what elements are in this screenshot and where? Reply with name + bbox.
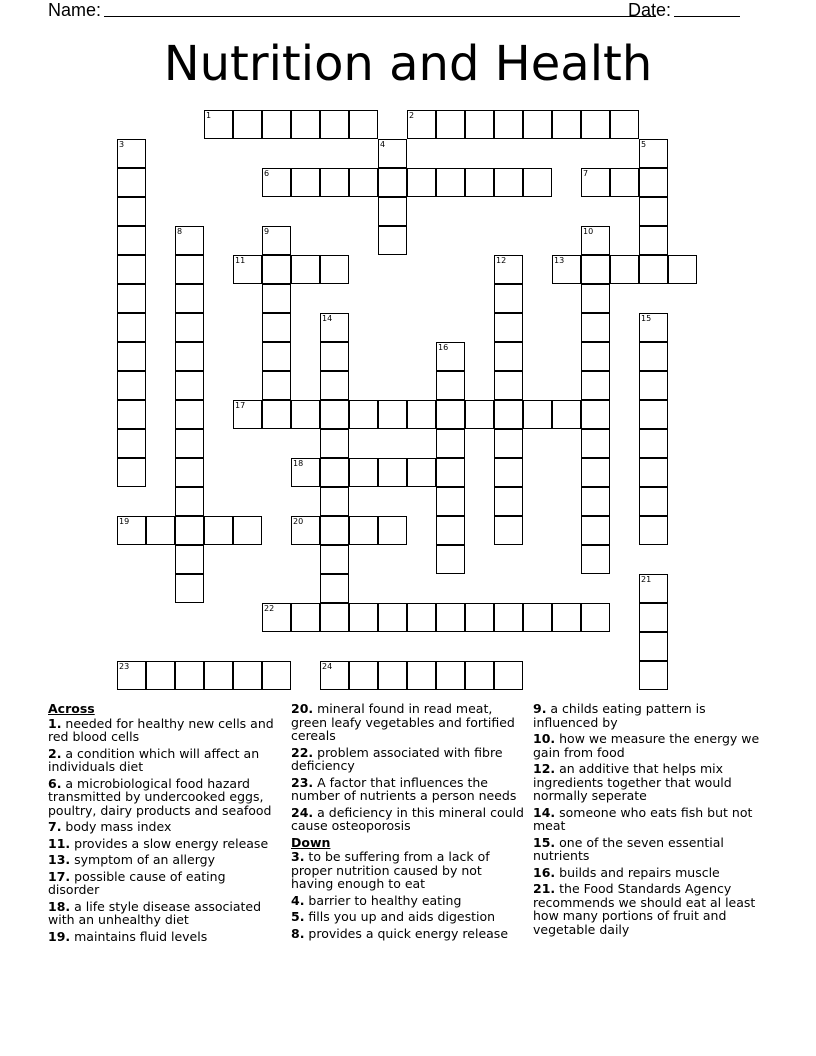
clue-item — [48, 930, 276, 944]
cell-number: 4 — [380, 140, 386, 149]
grid-cell[interactable] — [639, 226, 668, 255]
grid-cell[interactable] — [639, 342, 668, 371]
clue-text: one of the seven essential nutrients — [533, 834, 724, 863]
grid-cell[interactable] — [552, 110, 581, 139]
grid-cell[interactable] — [581, 342, 610, 371]
grid-cell[interactable] — [639, 429, 668, 458]
clue-number: 22. — [291, 744, 314, 760]
grid-cell[interactable] — [262, 661, 291, 690]
grid-cell[interactable] — [378, 458, 407, 487]
grid-cell[interactable] — [581, 110, 610, 139]
grid-cell[interactable] — [320, 574, 349, 603]
clue-number: 5. — [291, 909, 305, 924]
grid-cell[interactable] — [639, 139, 668, 168]
grid-cell[interactable] — [262, 226, 291, 255]
clues-column-3 — [533, 702, 765, 939]
clue-number: 4. — [291, 892, 305, 908]
grid-cell[interactable] — [494, 458, 523, 487]
cell-number: 12 — [496, 256, 507, 265]
grid-cell[interactable] — [465, 603, 494, 632]
grid-cell[interactable] — [320, 603, 349, 632]
grid-cell[interactable] — [349, 661, 378, 690]
grid-cell[interactable] — [639, 168, 668, 197]
clue-item — [533, 702, 765, 729]
clue-item — [48, 900, 276, 927]
clue-item — [533, 806, 765, 833]
grid-cell[interactable] — [320, 487, 349, 516]
clue-text: body mass index — [61, 819, 172, 834]
grid-cell[interactable] — [436, 371, 465, 400]
grid-cell[interactable] — [117, 458, 146, 487]
grid-cell[interactable] — [552, 400, 581, 429]
grid-cell[interactable] — [581, 255, 610, 284]
clue-item — [533, 836, 765, 863]
grid-cell[interactable] — [378, 400, 407, 429]
cell-number: 10 — [583, 227, 594, 236]
grid-cell[interactable] — [175, 255, 204, 284]
grid-cell[interactable] — [175, 661, 204, 690]
grid-cell[interactable] — [262, 110, 291, 139]
grid-cell[interactable] — [494, 400, 523, 429]
grid-cell[interactable] — [639, 487, 668, 516]
grid-cell[interactable] — [581, 458, 610, 487]
grid-cell[interactable] — [523, 603, 552, 632]
grid-cell[interactable] — [175, 574, 204, 603]
grid-cell[interactable] — [349, 168, 378, 197]
grid-cell[interactable] — [320, 342, 349, 371]
grid-cell[interactable] — [320, 400, 349, 429]
grid-cell[interactable] — [581, 400, 610, 429]
grid-cell[interactable] — [175, 342, 204, 371]
clue-text: an additive that helps mix ingredients together that would normally seperate — [533, 761, 732, 803]
cell-number: 20 — [293, 517, 304, 526]
clue-item — [291, 850, 527, 891]
clue-text: A factor that influences the number of nutrients a person needs — [291, 774, 517, 803]
grid-cell[interactable] — [494, 255, 523, 284]
grid-cell[interactable] — [117, 516, 146, 545]
clue-item — [291, 806, 527, 833]
grid-cell[interactable] — [117, 284, 146, 313]
clues-column-2 — [291, 702, 527, 943]
clue-item — [48, 717, 276, 744]
clue-number: 8. — [291, 925, 305, 941]
grid-cell[interactable] — [349, 458, 378, 487]
clue-text: barrier to healthy eating — [304, 892, 462, 908]
grid-cell[interactable] — [581, 516, 610, 545]
clue-item — [291, 702, 527, 743]
clue-number: 23. — [291, 774, 314, 790]
grid-cell[interactable] — [552, 603, 581, 632]
grid-cell[interactable] — [378, 603, 407, 632]
grid-cell[interactable] — [639, 255, 668, 284]
grid-cell[interactable] — [117, 139, 146, 168]
grid-cell[interactable] — [639, 458, 668, 487]
grid-cell[interactable] — [320, 168, 349, 197]
grid-cell[interactable] — [146, 661, 175, 690]
grid-cell[interactable] — [291, 168, 320, 197]
grid-cell[interactable] — [320, 545, 349, 574]
cell-number: 16 — [438, 343, 449, 352]
clue-number: 15. — [533, 834, 556, 850]
cell-number: 13 — [554, 256, 565, 265]
grid-cell[interactable] — [233, 400, 262, 429]
clue-number: 20. — [291, 701, 314, 716]
clue-text: to be suffering from a lack of proper nutrition caused by not having enough to eat — [291, 849, 490, 891]
clue-text: symptom of an allergy — [70, 852, 215, 867]
grid-cell[interactable] — [494, 110, 523, 139]
grid-cell[interactable] — [175, 284, 204, 313]
grid-cell[interactable] — [436, 458, 465, 487]
grid-cell[interactable] — [407, 168, 436, 197]
grid-cell[interactable] — [523, 110, 552, 139]
grid-cell[interactable] — [320, 313, 349, 342]
grid-cell[interactable] — [291, 400, 320, 429]
grid-cell[interactable] — [494, 342, 523, 371]
down-heading: Down — [291, 834, 331, 850]
grid-cell[interactable] — [581, 429, 610, 458]
grid-cell[interactable] — [581, 371, 610, 400]
grid-cell[interactable] — [581, 284, 610, 313]
clue-item — [48, 853, 276, 867]
cell-number: 2 — [409, 111, 415, 120]
grid-cell[interactable] — [494, 429, 523, 458]
clue-item — [291, 927, 527, 941]
grid-cell[interactable] — [494, 603, 523, 632]
grid-cell[interactable] — [175, 487, 204, 516]
grid-cell[interactable] — [175, 313, 204, 342]
grid-cell[interactable] — [610, 110, 639, 139]
grid-cell[interactable] — [320, 458, 349, 487]
clue-text: mineral found in read meat, green leafy vegetables and fortified cereals — [291, 701, 515, 743]
cell-number: 22 — [264, 604, 275, 613]
clue-text: problem associated with fibre deficiency — [291, 744, 503, 773]
grid-cell[interactable] — [262, 603, 291, 632]
grid-cell[interactable] — [581, 487, 610, 516]
grid-cell[interactable] — [262, 168, 291, 197]
clue-number: 7. — [48, 819, 62, 834]
cell-number: 19 — [119, 517, 130, 526]
grid-cell[interactable] — [204, 661, 233, 690]
clue-text: a deficiency in this mineral could cause osteoporosis — [291, 804, 524, 833]
grid-cell[interactable] — [349, 516, 378, 545]
grid-cell[interactable] — [349, 400, 378, 429]
grid-cell[interactable] — [436, 429, 465, 458]
grid-cell[interactable] — [639, 632, 668, 661]
clue-item — [533, 866, 765, 880]
grid-cell[interactable] — [494, 516, 523, 545]
grid-cell[interactable] — [117, 661, 146, 690]
grid-cell[interactable] — [581, 313, 610, 342]
grid-cell[interactable] — [175, 429, 204, 458]
cell-number: 17 — [235, 401, 246, 410]
cell-number: 5 — [641, 140, 647, 149]
grid-cell[interactable] — [291, 110, 320, 139]
grid-cell[interactable] — [407, 458, 436, 487]
grid-cell[interactable] — [320, 255, 349, 284]
clue-number: 21. — [533, 881, 556, 896]
grid-cell[interactable] — [494, 284, 523, 313]
grid-cell[interactable] — [407, 400, 436, 429]
clue-number: 6. — [48, 775, 62, 791]
grid-cell[interactable] — [262, 255, 291, 284]
clue-text: how we measure the energy we gain from food — [533, 731, 760, 760]
grid-cell[interactable] — [639, 516, 668, 545]
grid-cell[interactable] — [436, 661, 465, 690]
grid-cell[interactable] — [378, 516, 407, 545]
grid-cell[interactable] — [117, 400, 146, 429]
grid-cell[interactable] — [494, 168, 523, 197]
clue-item — [291, 776, 527, 803]
clue-item — [533, 732, 765, 759]
cell-number: 9 — [264, 227, 270, 236]
clue-text: a childs eating pattern is influenced by — [533, 701, 706, 730]
clue-item — [48, 820, 276, 834]
clue-text: provides a slow energy release — [70, 835, 269, 851]
grid-cell[interactable] — [349, 110, 378, 139]
cell-number: 15 — [641, 314, 652, 323]
clue-item — [48, 747, 276, 774]
grid-cell[interactable] — [117, 226, 146, 255]
grid-cell[interactable] — [262, 342, 291, 371]
clue-text: maintains fluid levels — [70, 928, 208, 944]
cell-number: 8 — [177, 227, 183, 236]
grid-cell[interactable] — [262, 284, 291, 313]
grid-cell[interactable] — [465, 400, 494, 429]
cell-number: 6 — [264, 169, 270, 178]
grid-cell[interactable] — [465, 661, 494, 690]
grid-cell[interactable] — [117, 371, 146, 400]
clue-text: someone who eats fish but not meat — [533, 804, 753, 833]
clue-number: 1. — [48, 715, 62, 731]
grid-cell[interactable] — [378, 226, 407, 255]
grid-cell[interactable] — [291, 458, 320, 487]
clue-text: a life style disease associated with an unhealthy diet — [48, 898, 262, 927]
cell-number: 21 — [641, 575, 652, 584]
clue-item — [291, 894, 527, 908]
grid-cell[interactable] — [407, 661, 436, 690]
grid-cell[interactable] — [204, 110, 233, 139]
clue-number: 17. — [48, 868, 71, 884]
clue-item — [48, 870, 276, 897]
grid-cell[interactable] — [175, 516, 204, 545]
grid-cell[interactable] — [610, 255, 639, 284]
grid-cell[interactable] — [436, 603, 465, 632]
grid-cell[interactable] — [291, 516, 320, 545]
clue-text: builds and repairs muscle — [555, 864, 720, 880]
grid-cell[interactable] — [494, 487, 523, 516]
grid-cell[interactable] — [146, 516, 175, 545]
grid-cell[interactable] — [436, 516, 465, 545]
clue-number: 13. — [48, 852, 71, 867]
grid-cell[interactable] — [175, 371, 204, 400]
grid-cell[interactable] — [639, 197, 668, 226]
grid-cell[interactable] — [320, 661, 349, 690]
clue-number: 9. — [533, 701, 547, 716]
grid-cell[interactable] — [117, 429, 146, 458]
grid-cell[interactable] — [494, 371, 523, 400]
grid-cell[interactable] — [117, 342, 146, 371]
grid-cell[interactable] — [262, 313, 291, 342]
grid-cell[interactable] — [494, 313, 523, 342]
clue-number: 2. — [48, 745, 62, 761]
grid-cell[interactable] — [320, 429, 349, 458]
clue-item — [533, 882, 765, 936]
clue-number: 3. — [291, 849, 305, 864]
clue-text: a microbiological food hazard transmitted by undercooked eggs, poultry, dairy products and seafood — [48, 775, 272, 818]
clue-item — [48, 837, 276, 851]
grid-cell[interactable] — [552, 255, 581, 284]
grid-cell[interactable] — [639, 371, 668, 400]
grid-cell[interactable] — [204, 516, 233, 545]
grid-cell[interactable] — [117, 168, 146, 197]
clue-number: 12. — [533, 761, 556, 776]
grid-cell[interactable] — [291, 255, 320, 284]
grid-cell[interactable] — [233, 255, 262, 284]
grid-cell[interactable] — [436, 110, 465, 139]
grid-cell[interactable] — [581, 603, 610, 632]
cell-number: 24 — [322, 662, 333, 671]
grid-cell[interactable] — [175, 400, 204, 429]
clue-number: 11. — [48, 835, 71, 851]
grid-cell[interactable] — [262, 400, 291, 429]
clue-number: 10. — [533, 731, 556, 746]
grid-cell[interactable] — [378, 168, 407, 197]
grid-cell[interactable] — [262, 371, 291, 400]
grid-cell[interactable] — [436, 545, 465, 574]
grid-cell[interactable] — [639, 400, 668, 429]
grid-cell[interactable] — [639, 661, 668, 690]
grid-cell[interactable] — [436, 400, 465, 429]
grid-cell[interactable] — [494, 661, 523, 690]
grid-cell[interactable] — [320, 110, 349, 139]
clue-text: fills you up and aids digestion — [304, 909, 496, 924]
cell-number: 3 — [119, 140, 125, 149]
clue-item — [291, 910, 527, 924]
clue-text: a condition which will affect an individuals diet — [48, 745, 260, 774]
date-label: Date: — [628, 0, 672, 20]
grid-cell[interactable] — [523, 168, 552, 197]
cell-number: 18 — [293, 459, 304, 468]
clue-text: provides a quick energy release — [304, 925, 509, 941]
grid-cell[interactable] — [407, 603, 436, 632]
grid-cell[interactable] — [233, 661, 262, 690]
grid-cell[interactable] — [378, 661, 407, 690]
grid-cell[interactable] — [523, 400, 552, 429]
clues-column-1 — [48, 702, 276, 946]
grid-cell[interactable] — [610, 168, 639, 197]
clue-number: 24. — [291, 804, 314, 820]
cell-number: 11 — [235, 256, 246, 265]
grid-cell[interactable] — [436, 168, 465, 197]
grid-cell[interactable] — [436, 487, 465, 516]
grid-cell[interactable] — [378, 197, 407, 226]
clue-number: 16. — [533, 864, 556, 880]
name-label: Name: — [48, 0, 102, 20]
grid-cell[interactable] — [465, 168, 494, 197]
grid-cell[interactable] — [581, 226, 610, 255]
grid-cell[interactable] — [581, 545, 610, 574]
grid-cell[interactable] — [349, 603, 378, 632]
clue-text: needed for healthy new cells and red blood cells — [48, 715, 274, 744]
cell-number: 7 — [583, 169, 589, 178]
across-heading: Across — [48, 701, 95, 716]
grid-cell[interactable] — [175, 458, 204, 487]
grid-cell[interactable] — [639, 574, 668, 603]
grid-cell[interactable] — [668, 255, 697, 284]
grid-cell[interactable] — [291, 603, 320, 632]
grid-cell[interactable] — [639, 603, 668, 632]
grid-cell[interactable] — [465, 110, 494, 139]
clue-number: 19. — [48, 928, 71, 944]
grid-cell[interactable] — [233, 110, 262, 139]
clue-item — [533, 762, 765, 803]
clue-text: possible cause of eating disorder — [48, 868, 226, 897]
page-title: Nutrition and Health — [163, 36, 653, 92]
clue-number: 14. — [533, 804, 556, 820]
grid-cell[interactable] — [117, 255, 146, 284]
clue-item — [291, 746, 527, 773]
grid-cell[interactable] — [320, 371, 349, 400]
clue-text: the Food Standards Agency recommends we should eat al least how many portions of fruit and vegetable daily — [533, 881, 756, 937]
grid-cell[interactable] — [581, 168, 610, 197]
cell-number: 14 — [322, 314, 333, 323]
cell-number: 1 — [206, 111, 212, 120]
grid-cell[interactable] — [175, 226, 204, 255]
grid-cell[interactable] — [117, 197, 146, 226]
grid-cell[interactable] — [639, 313, 668, 342]
grid-cell[interactable] — [407, 110, 436, 139]
grid-cell[interactable] — [175, 545, 204, 574]
clue-number: 18. — [48, 898, 71, 914]
cell-number: 23 — [119, 662, 130, 671]
grid-cell[interactable] — [117, 313, 146, 342]
grid-cell[interactable] — [436, 342, 465, 371]
grid-cell[interactable] — [320, 516, 349, 545]
grid-cell[interactable] — [233, 516, 262, 545]
grid-cell[interactable] — [378, 139, 407, 168]
clue-item — [48, 777, 276, 818]
